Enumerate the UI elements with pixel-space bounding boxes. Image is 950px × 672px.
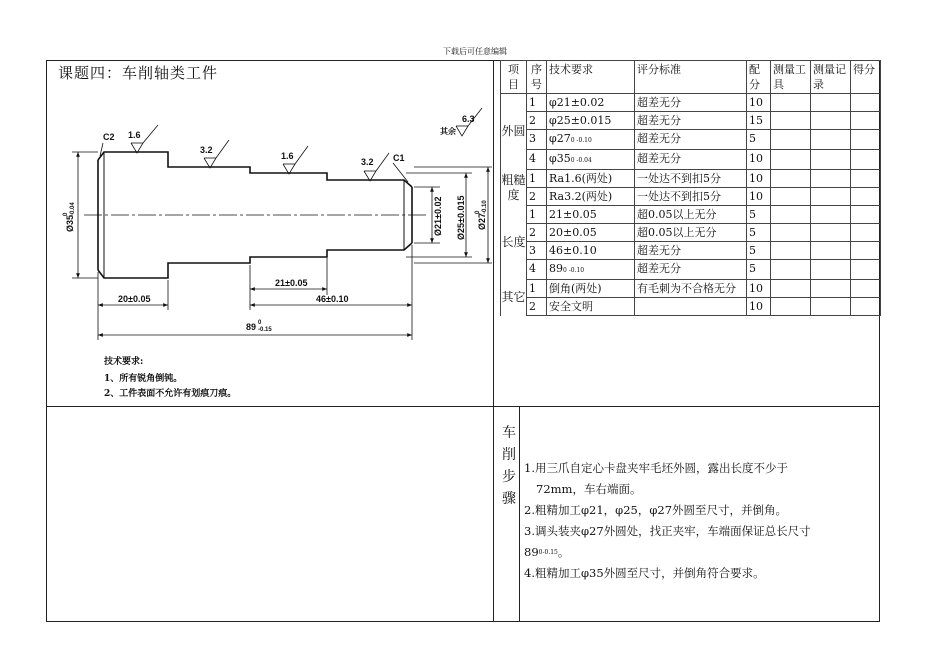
table-row bbox=[501, 242, 881, 260]
header-standard: 评分标准 bbox=[635, 61, 747, 94]
table-row bbox=[501, 298, 881, 316]
steps-list bbox=[524, 458, 876, 584]
dim-d21-label: Ø21±0.02 bbox=[433, 196, 443, 236]
remainder-label: 其余 bbox=[440, 127, 456, 136]
row-requirement: 21±0.05 bbox=[547, 206, 635, 224]
row-standard: 一处达不到扣5分 bbox=[635, 170, 747, 188]
table-row bbox=[501, 150, 881, 170]
header-item: 项目 bbox=[501, 61, 527, 94]
requirement-tolerance: 0 -0.10 bbox=[570, 137, 592, 144]
page-title: 课题四：车削轴类工件 bbox=[58, 64, 219, 82]
row-requirement: 倒角(两处) bbox=[547, 280, 635, 298]
roughness-step-label: 1.6 bbox=[281, 151, 294, 161]
row-standard: 一处达不到扣5分 bbox=[635, 188, 747, 206]
row-requirement: 安全文明 bbox=[547, 298, 635, 316]
row-no: 2 bbox=[527, 298, 547, 316]
roughness-mid-label: 3.2 bbox=[200, 145, 213, 155]
step-2: 2.粗精加工φ21，φ25，φ27外圆至尺寸，并倒角。 bbox=[524, 503, 788, 517]
table-row bbox=[501, 280, 881, 298]
row-standard: 超0.05以上无分 bbox=[635, 224, 747, 242]
row-requirement: φ21±0.02 bbox=[547, 94, 635, 112]
step-3-end: 。 bbox=[557, 545, 570, 559]
row-requirement bbox=[547, 130, 635, 150]
row-requirement bbox=[547, 260, 635, 280]
category-length: 长度 bbox=[501, 206, 527, 280]
row-standard: 超差无分 bbox=[635, 242, 747, 260]
scoring-table bbox=[500, 60, 881, 316]
table-row bbox=[501, 130, 881, 150]
row-score: 10 bbox=[747, 170, 771, 188]
step-4: 4.粗精加工φ35外圆至尺寸，并倒角符合要求。 bbox=[524, 566, 765, 580]
remainder-roughness-label: 6.3 bbox=[462, 114, 475, 124]
divider-vertical-steps bbox=[519, 406, 520, 622]
header-requirement: 技术要求 bbox=[547, 61, 635, 94]
row-score: 10 bbox=[747, 280, 771, 298]
step-3: 3.调头装夹φ27外圆处，找正夹牢，车端面保证总长尺寸 bbox=[524, 524, 811, 538]
dim-left-dia-tol-lower: -0.04 bbox=[70, 202, 76, 216]
table-row bbox=[501, 94, 881, 112]
row-no: 4 bbox=[527, 260, 547, 280]
row-standard bbox=[635, 298, 747, 316]
row-no: 2 bbox=[527, 188, 547, 206]
row-no: 2 bbox=[527, 224, 547, 242]
dim-d27-label: Ø27 bbox=[477, 212, 487, 230]
row-no: 3 bbox=[527, 130, 547, 150]
category-other: 其它 bbox=[501, 280, 527, 316]
dim-d27-tol-lower: -0.10 bbox=[482, 200, 488, 214]
row-standard: 超差无分 bbox=[635, 112, 747, 130]
dim-89-label: 89 bbox=[246, 322, 257, 332]
header-record: 测量记录 bbox=[811, 61, 851, 94]
row-score: 5 bbox=[747, 206, 771, 224]
row-standard: 超差无分 bbox=[635, 260, 747, 280]
table-header-row bbox=[501, 61, 881, 94]
row-score: 10 bbox=[747, 298, 771, 316]
row-score: 10 bbox=[747, 150, 771, 170]
header-note: 下载后可任意编辑 bbox=[443, 47, 507, 56]
row-standard: 超0.05以上无分 bbox=[635, 206, 747, 224]
row-requirement: Ra3.2(两处) bbox=[547, 188, 635, 206]
row-no: 1 bbox=[527, 280, 547, 298]
step-3-tol-lower: -0.15 bbox=[542, 549, 558, 556]
requirement-base: φ35 bbox=[549, 152, 571, 165]
dim-20-label: 20±0.05 bbox=[118, 294, 151, 304]
row-no: 4 bbox=[527, 150, 547, 170]
requirement-base: 89 bbox=[549, 262, 563, 275]
category-outer: 外圆 bbox=[501, 94, 527, 170]
row-no: 1 bbox=[527, 170, 547, 188]
row-score: 5 bbox=[747, 242, 771, 260]
requirement-tolerance: 0 -0.10 bbox=[563, 267, 585, 274]
row-no: 1 bbox=[527, 206, 547, 224]
row-score: 10 bbox=[747, 94, 771, 112]
table-row bbox=[501, 224, 881, 242]
step-3-cont bbox=[524, 542, 876, 563]
dim-89-tol-upper: 0 bbox=[258, 320, 262, 326]
row-standard: 有毛刺为不合格无分 bbox=[635, 280, 747, 298]
row-requirement: 20±0.05 bbox=[547, 224, 635, 242]
dim-d27-tol-upper: 0 bbox=[475, 210, 481, 214]
step-1: 1.用三爪自定心卡盘夹牢毛坯外圆，露出长度不少于 bbox=[524, 461, 788, 475]
divider-horizontal bbox=[46, 406, 880, 407]
chamfer-left-label: C2 bbox=[103, 132, 115, 142]
requirement-tolerance: 0 -0.04 bbox=[570, 157, 592, 164]
roughness-right-label: 3.2 bbox=[361, 157, 374, 167]
dim-d25-label: Ø25±0.015 bbox=[456, 195, 466, 240]
row-standard: 超差无分 bbox=[635, 94, 747, 112]
table-row bbox=[501, 170, 881, 188]
dim-89-tol-lower: -0.15 bbox=[258, 327, 272, 333]
requirement-base: φ27 bbox=[549, 132, 571, 145]
header-no: 序号 bbox=[527, 61, 547, 94]
header-score: 配分 bbox=[747, 61, 771, 94]
tech-requirement-1: 1、所有锐角倒钝。 bbox=[104, 374, 183, 384]
roughness-left-label: 1.6 bbox=[128, 130, 141, 140]
tech-requirements-title: 技术要求: bbox=[104, 357, 144, 367]
row-score: 5 bbox=[747, 224, 771, 242]
table-row bbox=[501, 206, 881, 224]
header-points: 得分 bbox=[851, 61, 881, 94]
row-score: 10 bbox=[747, 188, 771, 206]
row-no: 3 bbox=[527, 242, 547, 260]
row-requirement: Ra1.6(两处) bbox=[547, 170, 635, 188]
header-tool: 测量工具 bbox=[771, 61, 811, 94]
table-row bbox=[501, 112, 881, 130]
row-standard: 超差无分 bbox=[635, 150, 747, 170]
divider-vertical-main bbox=[493, 60, 494, 622]
row-score: 5 bbox=[747, 260, 771, 280]
tech-requirement-2: 2、工件表面不允许有划痕刀痕。 bbox=[104, 389, 237, 399]
table-row bbox=[501, 260, 881, 280]
step-1-cont: 72mm，车右端面。 bbox=[536, 482, 642, 496]
step-3-dim: 89 bbox=[524, 545, 539, 559]
dim-left-dia-label: Ø35 bbox=[65, 214, 75, 232]
dim-46-label: 46±0.10 bbox=[316, 294, 349, 304]
row-standard: 超差无分 bbox=[635, 130, 747, 150]
step-3-tol-upper: 0 bbox=[538, 549, 543, 556]
dim-left-dia-tol-upper: 0 bbox=[63, 212, 69, 216]
row-score: 15 bbox=[747, 112, 771, 130]
steps-label: 车削步骤 bbox=[502, 425, 516, 507]
chamfer-right-label: C1 bbox=[393, 153, 405, 163]
shaft-outline-bottom bbox=[98, 243, 412, 278]
row-requirement: φ25±0.015 bbox=[547, 112, 635, 130]
row-no: 1 bbox=[527, 94, 547, 112]
table-row bbox=[501, 188, 881, 206]
row-requirement bbox=[547, 150, 635, 170]
row-no: 2 bbox=[527, 112, 547, 130]
dim-21-label: 21±0.05 bbox=[275, 278, 308, 288]
category-roughness: 粗糙度 bbox=[501, 170, 527, 206]
row-requirement: 46±0.10 bbox=[547, 242, 635, 260]
row-score: 5 bbox=[747, 130, 771, 150]
